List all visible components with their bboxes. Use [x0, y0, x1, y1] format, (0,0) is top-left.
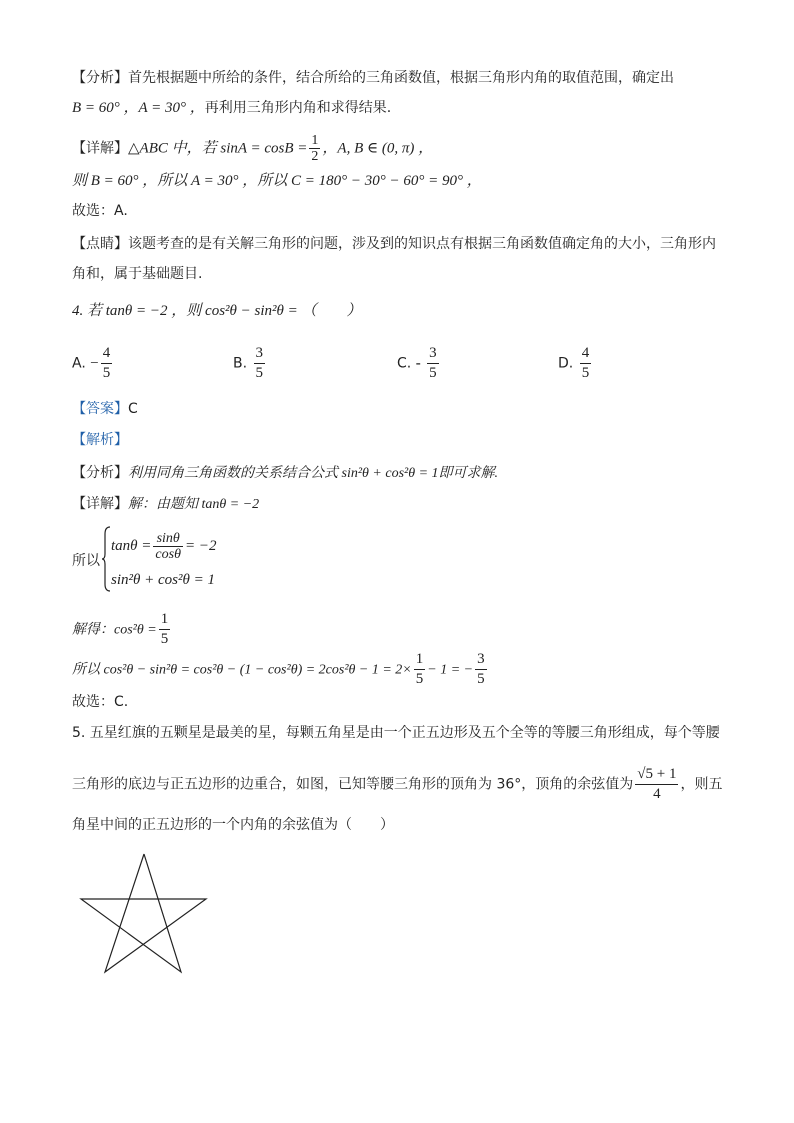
q5-line-3: 角星中间的正五边形的一个内角的余弦值为（ ）	[72, 817, 394, 833]
analysis-text-2: 再利用三角形内角和求得结果.	[204, 100, 392, 116]
detail-line-2: 则 B = 60° ，所以 A = 30° ，所以 C = 180° − 30° − 60° = 90° ，	[72, 173, 482, 189]
remark-line-2: 角和，属于基础题目.	[72, 266, 203, 282]
q4-final-line: 所以 cos²θ − sin²θ = cos²θ − (1 − cos²θ) = 2cos²θ − 1 = 2× $\frac{1}{5}$ − 1 = − $\frac{3}{5}$	[72, 651, 485, 687]
q4-suoyi: 所以	[72, 553, 100, 569]
pentagram-figure	[78, 850, 208, 979]
q5-line-2: 三角形的底边与正五边形的边重合，如图，已知等腰三角形的顶角为 36°，顶角的余弦值为 $\frac{√5 + 1}{4}$ ，则五	[72, 766, 723, 802]
q4-answer-final: 故选：C.	[72, 694, 129, 710]
q4-option-a: A. − $\frac{4}{5}$	[72, 345, 111, 381]
detail-tag: 【详解】	[72, 140, 128, 157]
q4-jiede-line: 解得：cos²θ = $\frac{1}{5}$	[72, 611, 169, 647]
detail-math: △ABC 中，若 sinA = cosB =	[128, 140, 308, 157]
q4-option-d: D. $\frac{4}{5}$	[558, 345, 590, 381]
q4-stem: 4. 若 tanθ = −2 ，则 cos²θ − sin²θ = （ ）	[72, 303, 362, 319]
q4-analysis-line: 【分析】利用同角三角函数的关系结合公式 sin²θ + cos²θ = 1即可求解.	[72, 465, 499, 481]
q5-line-1: 5. 五星红旗的五颗星是最美的星，每颗五角星是由一个正五边形及五个全等的等腰三角形组成，每个等腰	[72, 725, 720, 741]
system-line-1: tanθ = $\frac{\sin\theta}{\cos\theta}$ = −2	[111, 531, 217, 562]
analysis-text: 首先根据题中所给的条件，结合所给的三角函数值，根据三角形内角的取值范围，确定出	[128, 70, 674, 86]
answer-value: C	[128, 401, 138, 417]
detail-math-2: ，A, B ∈ (0, π) ，	[322, 140, 434, 157]
answer-line-prev: 故选：A.	[72, 203, 128, 219]
analysis-line-1	[72, 68, 674, 88]
q4-jiexi-tag: 【解析】	[72, 432, 128, 448]
q4-detail-line: 【详解】解：由题知 tanθ = −2	[72, 496, 260, 512]
analysis-tag: 【分析】	[72, 70, 128, 86]
system-line-2: sin²θ + cos²θ = 1	[111, 572, 215, 588]
remark-tag: 【点睛】	[72, 236, 128, 252]
analysis-math: B = 60° ，A = 30° ，	[72, 100, 205, 116]
q4-option-b: B. $\frac{3}{5}$	[233, 345, 264, 381]
remark-line-1	[72, 234, 716, 254]
q4-answer-line	[72, 399, 138, 419]
analysis-line-2	[72, 98, 391, 118]
left-brace	[101, 526, 111, 596]
fraction-one-half: $\frac{1}{2}$	[311, 133, 319, 164]
answer-tag: 【答案】	[72, 401, 128, 417]
remark-text: 该题考查的是有关解三角形的问题，涉及到的知识点有根据三角函数值确定角的大小，三角形内	[128, 236, 716, 252]
detail-line-1	[72, 133, 433, 164]
q4-option-c: C. - $\frac{3}{5}$	[397, 345, 437, 381]
